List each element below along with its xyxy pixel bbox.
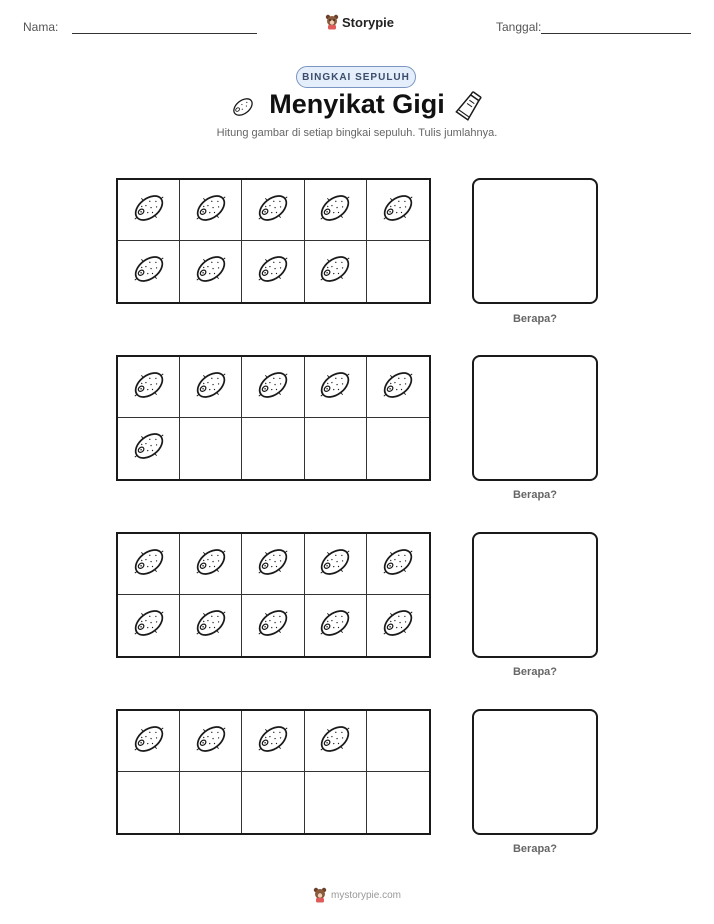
answer-label-3: Berapa? (512, 666, 558, 678)
frame-cell (180, 180, 242, 241)
frame-cell (305, 180, 367, 241)
germ-icon (254, 366, 292, 409)
bear-icon (313, 887, 327, 903)
answer-box-3[interactable] (472, 532, 598, 658)
germ-icon (130, 604, 168, 647)
answer-box-2[interactable] (472, 355, 598, 481)
frame-cell (180, 357, 242, 418)
frame-cell (118, 357, 180, 418)
brand-name: Storypie (342, 14, 395, 30)
germ-icon (316, 543, 354, 586)
date-label: Tanggal: (496, 20, 542, 34)
germ-icon (130, 720, 168, 763)
germ-icon (130, 366, 168, 409)
frame-cell (242, 595, 304, 656)
germ-icon (316, 604, 354, 647)
frame-cell (305, 772, 367, 833)
germ-icon (192, 543, 230, 586)
answer-label-4: Berapa? (512, 843, 558, 855)
germ-icon (316, 366, 354, 409)
date-line[interactable] (541, 33, 691, 34)
frame-cell (367, 357, 429, 418)
germ-icon (379, 543, 417, 586)
germ-icon (316, 720, 354, 763)
frame-cell (367, 595, 429, 656)
frame-cell (367, 711, 429, 772)
frame-cell (118, 595, 180, 656)
germ-icon (130, 543, 168, 586)
frame-cell (305, 534, 367, 595)
frame-cell (305, 595, 367, 656)
frame-cell (305, 241, 367, 302)
worksheet-badge: BINGKAI SEPULUH (296, 66, 416, 88)
toothpaste-icon (455, 90, 483, 122)
frame-cell (118, 772, 180, 833)
frame-cell (305, 357, 367, 418)
frame-cell (118, 180, 180, 241)
frame-cell (118, 534, 180, 595)
germ-icon (130, 189, 168, 232)
germ-icon (192, 604, 230, 647)
germ-icon (254, 543, 292, 586)
ten-frame-2 (116, 355, 431, 481)
footer (0, 887, 714, 903)
germ-icon (130, 427, 168, 470)
answer-box-1[interactable] (472, 178, 598, 304)
germ-icon (316, 189, 354, 232)
germ-icon (254, 720, 292, 763)
germ-icon (254, 604, 292, 647)
name-line[interactable] (72, 33, 257, 34)
page-title: Menyikat Gigi (269, 89, 445, 119)
answer-box-4[interactable] (472, 709, 598, 835)
frame-cell (180, 595, 242, 656)
frame-cell (180, 241, 242, 302)
frame-cell (367, 180, 429, 241)
frame-cell (242, 180, 304, 241)
germ-icon (130, 250, 168, 293)
answer-label-2: Berapa? (512, 489, 558, 501)
frame-cell (305, 711, 367, 772)
germ-icon (192, 250, 230, 293)
ten-frame-3 (116, 532, 431, 658)
germ-icon (192, 720, 230, 763)
germ-icon (254, 250, 292, 293)
frame-cell (367, 534, 429, 595)
footer-url: mystorypie.com (330, 889, 401, 901)
frame-cell (180, 418, 242, 479)
germ-icon (316, 250, 354, 293)
instruction-text: Hitung gambar di setiap bingkai sepuluh. Tulis jumlahnya. (216, 127, 498, 139)
germ-icon (192, 189, 230, 232)
frame-cell (367, 418, 429, 479)
frame-cell (242, 241, 304, 302)
ten-frame-4 (116, 709, 431, 835)
germ-icon (254, 189, 292, 232)
frame-cell (242, 772, 304, 833)
frame-cell (118, 241, 180, 302)
frame-cell (305, 418, 367, 479)
brand-logo (325, 14, 394, 30)
name-label: Nama: (23, 20, 59, 34)
germ-icon (379, 366, 417, 409)
frame-cell (180, 772, 242, 833)
frame-cell (367, 772, 429, 833)
frame-cell (242, 711, 304, 772)
frame-cell (242, 534, 304, 595)
frame-cell (242, 418, 304, 479)
frame-cell (180, 534, 242, 595)
frame-cell (367, 241, 429, 302)
frame-cell (118, 711, 180, 772)
bear-icon (325, 14, 339, 30)
germ-icon (379, 604, 417, 647)
frame-cell (118, 418, 180, 479)
answer-label-1: Berapa? (512, 313, 558, 325)
frame-cell (242, 357, 304, 418)
frame-cell (180, 711, 242, 772)
ten-frame-1 (116, 178, 431, 304)
germ-icon (192, 366, 230, 409)
germ-icon (379, 189, 417, 232)
